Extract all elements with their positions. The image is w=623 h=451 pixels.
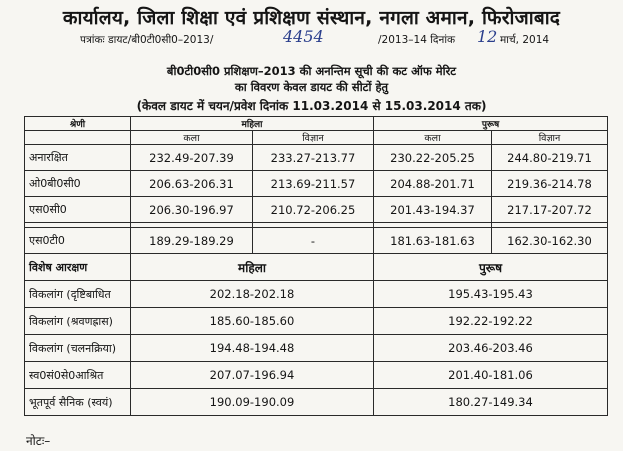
handwritten-date-day: 12 — [477, 27, 498, 46]
table-row — [25, 145, 608, 171]
reference-prefix: पत्रांकः डायट/बी0टी0सी0–2013/ — [80, 34, 214, 46]
male-arts-cell: 201.43-194.37 — [374, 197, 492, 223]
female-arts-cell: 206.30-196.97 — [131, 197, 253, 223]
special-female-cell: 185.60-185.60 — [131, 308, 374, 335]
male-science-cell: 162.30-162.30 — [492, 228, 608, 254]
office-title: कार्यालय, जिला शिक्षा एवं प्रशिक्षण संस्थान, नगला अमान, फिरोजाबाद — [62, 7, 561, 29]
subheader-female-arts: कला — [131, 131, 253, 145]
header-male: पुरूष — [374, 117, 608, 131]
table-row — [25, 308, 608, 335]
table-row — [25, 389, 608, 416]
female-science-cell: 233.27-213.77 — [253, 145, 374, 171]
category-cell: एस0सी0 — [25, 197, 131, 223]
female-science-cell: 213.69-211.57 — [253, 171, 374, 197]
subtitle-line-2: का विवरण केवल डायट की सीटों हेतु — [234, 80, 389, 94]
male-science-cell: 217.17-207.72 — [492, 197, 608, 223]
header-category: श्रेणी — [25, 117, 131, 131]
male-science-cell: 244.80-219.71 — [492, 145, 608, 171]
table-row — [25, 281, 608, 308]
special-female-cell: 202.18-202.18 — [131, 281, 374, 308]
special-male-cell: 201.40-181.06 — [374, 362, 608, 389]
special-header-female: महिला — [131, 254, 374, 281]
table-row — [25, 171, 608, 197]
special-category-cell: विकलांग (चलनक्रिया) — [25, 335, 131, 362]
male-science-cell: 219.36-214.78 — [492, 171, 608, 197]
special-header-male: पुरूष — [374, 254, 608, 281]
subtitle-line-1: बी0टी0सी0 प्रशिक्षण–2013 की अनन्तिम सूची की कट ऑफ मेरिट — [166, 64, 457, 78]
subheader-male-science: विज्ञान — [492, 131, 608, 145]
male-arts-cell: 204.88-201.71 — [374, 171, 492, 197]
special-female-cell: 194.48-194.48 — [131, 335, 374, 362]
subheader-female-science: विज्ञान — [253, 131, 374, 145]
special-category-cell: स्व0सं0से0आश्रित — [25, 362, 131, 389]
table-header-row — [25, 117, 608, 131]
special-male-cell: 203.46-203.46 — [374, 335, 608, 362]
header-female: महिला — [131, 117, 374, 131]
male-arts-cell: 230.22-205.25 — [374, 145, 492, 171]
table-row — [25, 228, 608, 254]
handwritten-reference-number: 4454 — [283, 27, 324, 46]
special-male-cell: 192.22-192.22 — [374, 308, 608, 335]
cutoff-merit-table — [24, 116, 608, 416]
female-arts-cell: 232.49-207.39 — [131, 145, 253, 171]
category-cell: एस0टी0 — [25, 228, 131, 254]
special-female-cell: 207.07-196.94 — [131, 362, 374, 389]
special-reservation-heading: विशेष आरक्षण — [25, 254, 131, 281]
special-female-cell: 190.09-190.09 — [131, 389, 374, 416]
note-label: नोटः– — [26, 434, 51, 448]
female-science-cell: 210.72-206.25 — [253, 197, 374, 223]
male-arts-cell: 181.63-181.63 — [374, 228, 492, 254]
special-category-cell: विकलांग (दृष्टिबाधित — [25, 281, 131, 308]
female-arts-cell: 206.63-206.31 — [131, 171, 253, 197]
table-row — [25, 335, 608, 362]
reference-suffix: /2013–14 दिनांक — [378, 34, 456, 46]
date-month-year: मार्च, 2014 — [500, 34, 550, 46]
subheader-male-arts: कला — [374, 131, 492, 145]
subtitle-line-3: (केवल डायट में चयन/प्रवेश दिनांक 11.03.2014 से 15.03.2014 तक) — [136, 99, 487, 113]
table-subheader-row — [25, 131, 608, 145]
special-male-cell: 195.43-195.43 — [374, 281, 608, 308]
table-row — [25, 197, 608, 223]
special-category-cell: विकलांग (श्रवणह्रास) — [25, 308, 131, 335]
special-category-cell: भूतपूर्व सैनिक (स्वयं) — [25, 389, 131, 416]
category-cell: ओ0बी0सी0 — [25, 171, 131, 197]
table-row — [25, 362, 608, 389]
special-reservation-header-row — [25, 254, 608, 281]
special-male-cell: 180.27-149.34 — [374, 389, 608, 416]
subheader-empty — [25, 131, 131, 145]
female-science-cell: - — [253, 228, 374, 254]
female-arts-cell: 189.29-189.29 — [131, 228, 253, 254]
category-cell: अनारक्षित — [25, 145, 131, 171]
